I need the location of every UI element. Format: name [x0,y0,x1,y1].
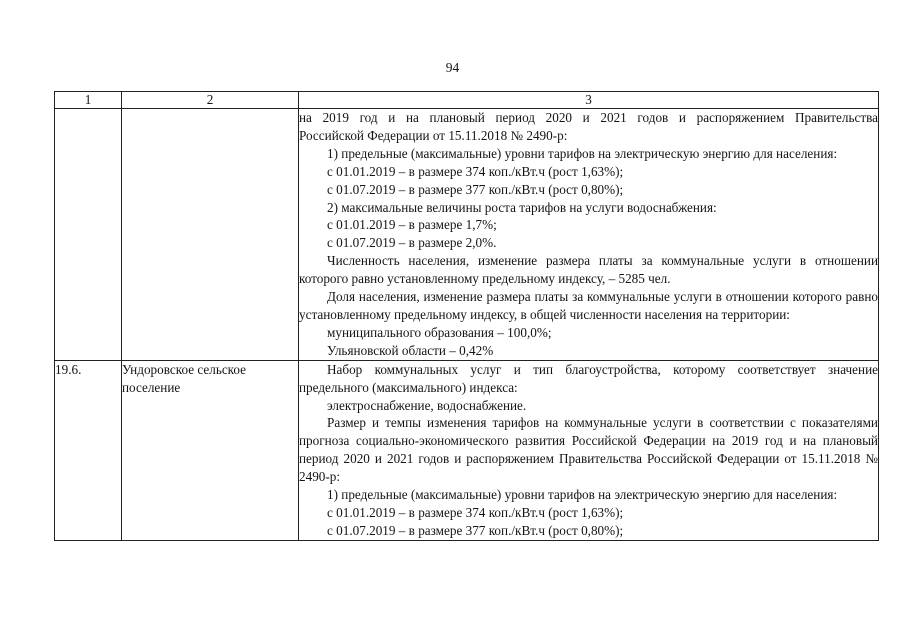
column-header-1: 1 [55,92,122,109]
content-paragraph: 2) максимальные величины роста тарифов на услуги водоснабжения: [327,199,717,215]
content-paragraph: Численность населения, изменение размера платы за коммунальные услуги в отношении которого равно установленному предельному индексу, – 5285 чел. [299,253,878,287]
content-paragraph: с 01.01.2019 – в размере 374 коп./кВт.ч (рост 1,63%); [327,163,624,179]
content-paragraph: Доля населения, изменение размера платы за коммунальные услуги в отношении которого равно установленному предельному индексу, в общей численности населения на территории: [299,289,878,322]
content-paragraph: Размер и темпы изменения тарифов на коммунальные услуги в соответствии с показателями прогноза социально-экономического развития Российской Федерации на 2019 год и на плановый период 2020 и 2021 годов и распоряжением Правительства Российской Федерации от 15.11.2018 № 2490-р: [299,415,878,485]
content-paragraph: на 2019 год и на плановый период 2020 и 2021 годов и распоряжением Правительства [299,110,878,125]
column-header-2: 2 [122,92,299,109]
content-paragraph: с 01.01.2019 – в размере 1,7%; [327,217,497,233]
page-number: 94 [445,60,460,75]
row-content [299,360,879,540]
settlement-name [122,109,299,361]
content-paragraph: с 01.07.2019 – в размере 2,0%. [327,235,497,251]
row-content [299,109,879,361]
content-paragraph: Ульяновской области – 0,42% [327,342,494,358]
content-paragraph: муниципального образования – 100,0%; [327,324,552,340]
row-number [55,109,122,361]
content-paragraph: 1) предельные (максимальные) уровни тарифов на электрическую энергию для населения: [327,145,838,161]
content-paragraph: электроснабжение, водоснабжение. [327,397,527,413]
column-header-3: 3 [299,92,879,109]
table-row [55,360,879,540]
content-paragraph: с 01.07.2019 – в размере 377 коп./кВт.ч (рост 0,80%); [327,181,624,197]
content-paragraph: с 01.07.2019 – в размере 377 коп./кВт.ч (рост 0,80%); [327,522,624,538]
content-paragraph: Набор коммунальных услуг и тип благоустройства, которому соответствует значение предельного (максимального) индекса: [299,361,878,395]
content-paragraph: с 01.01.2019 – в размере 374 коп./кВт.ч (рост 1,63%); [327,504,624,520]
content-paragraph: 1) предельные (максимальные) уровни тарифов на электрическую энергию для населения: [327,487,838,503]
table-row [55,109,879,361]
settlement-name: Ундоровское сельское поселение [122,360,299,540]
table-body [55,109,879,541]
data-table [54,91,879,541]
row-number: 19.6. [55,360,122,540]
content-paragraph: Российской Федерации от 15.11.2018 № 2490-р: [299,127,568,143]
header-row [55,92,879,109]
table-header [55,92,879,109]
